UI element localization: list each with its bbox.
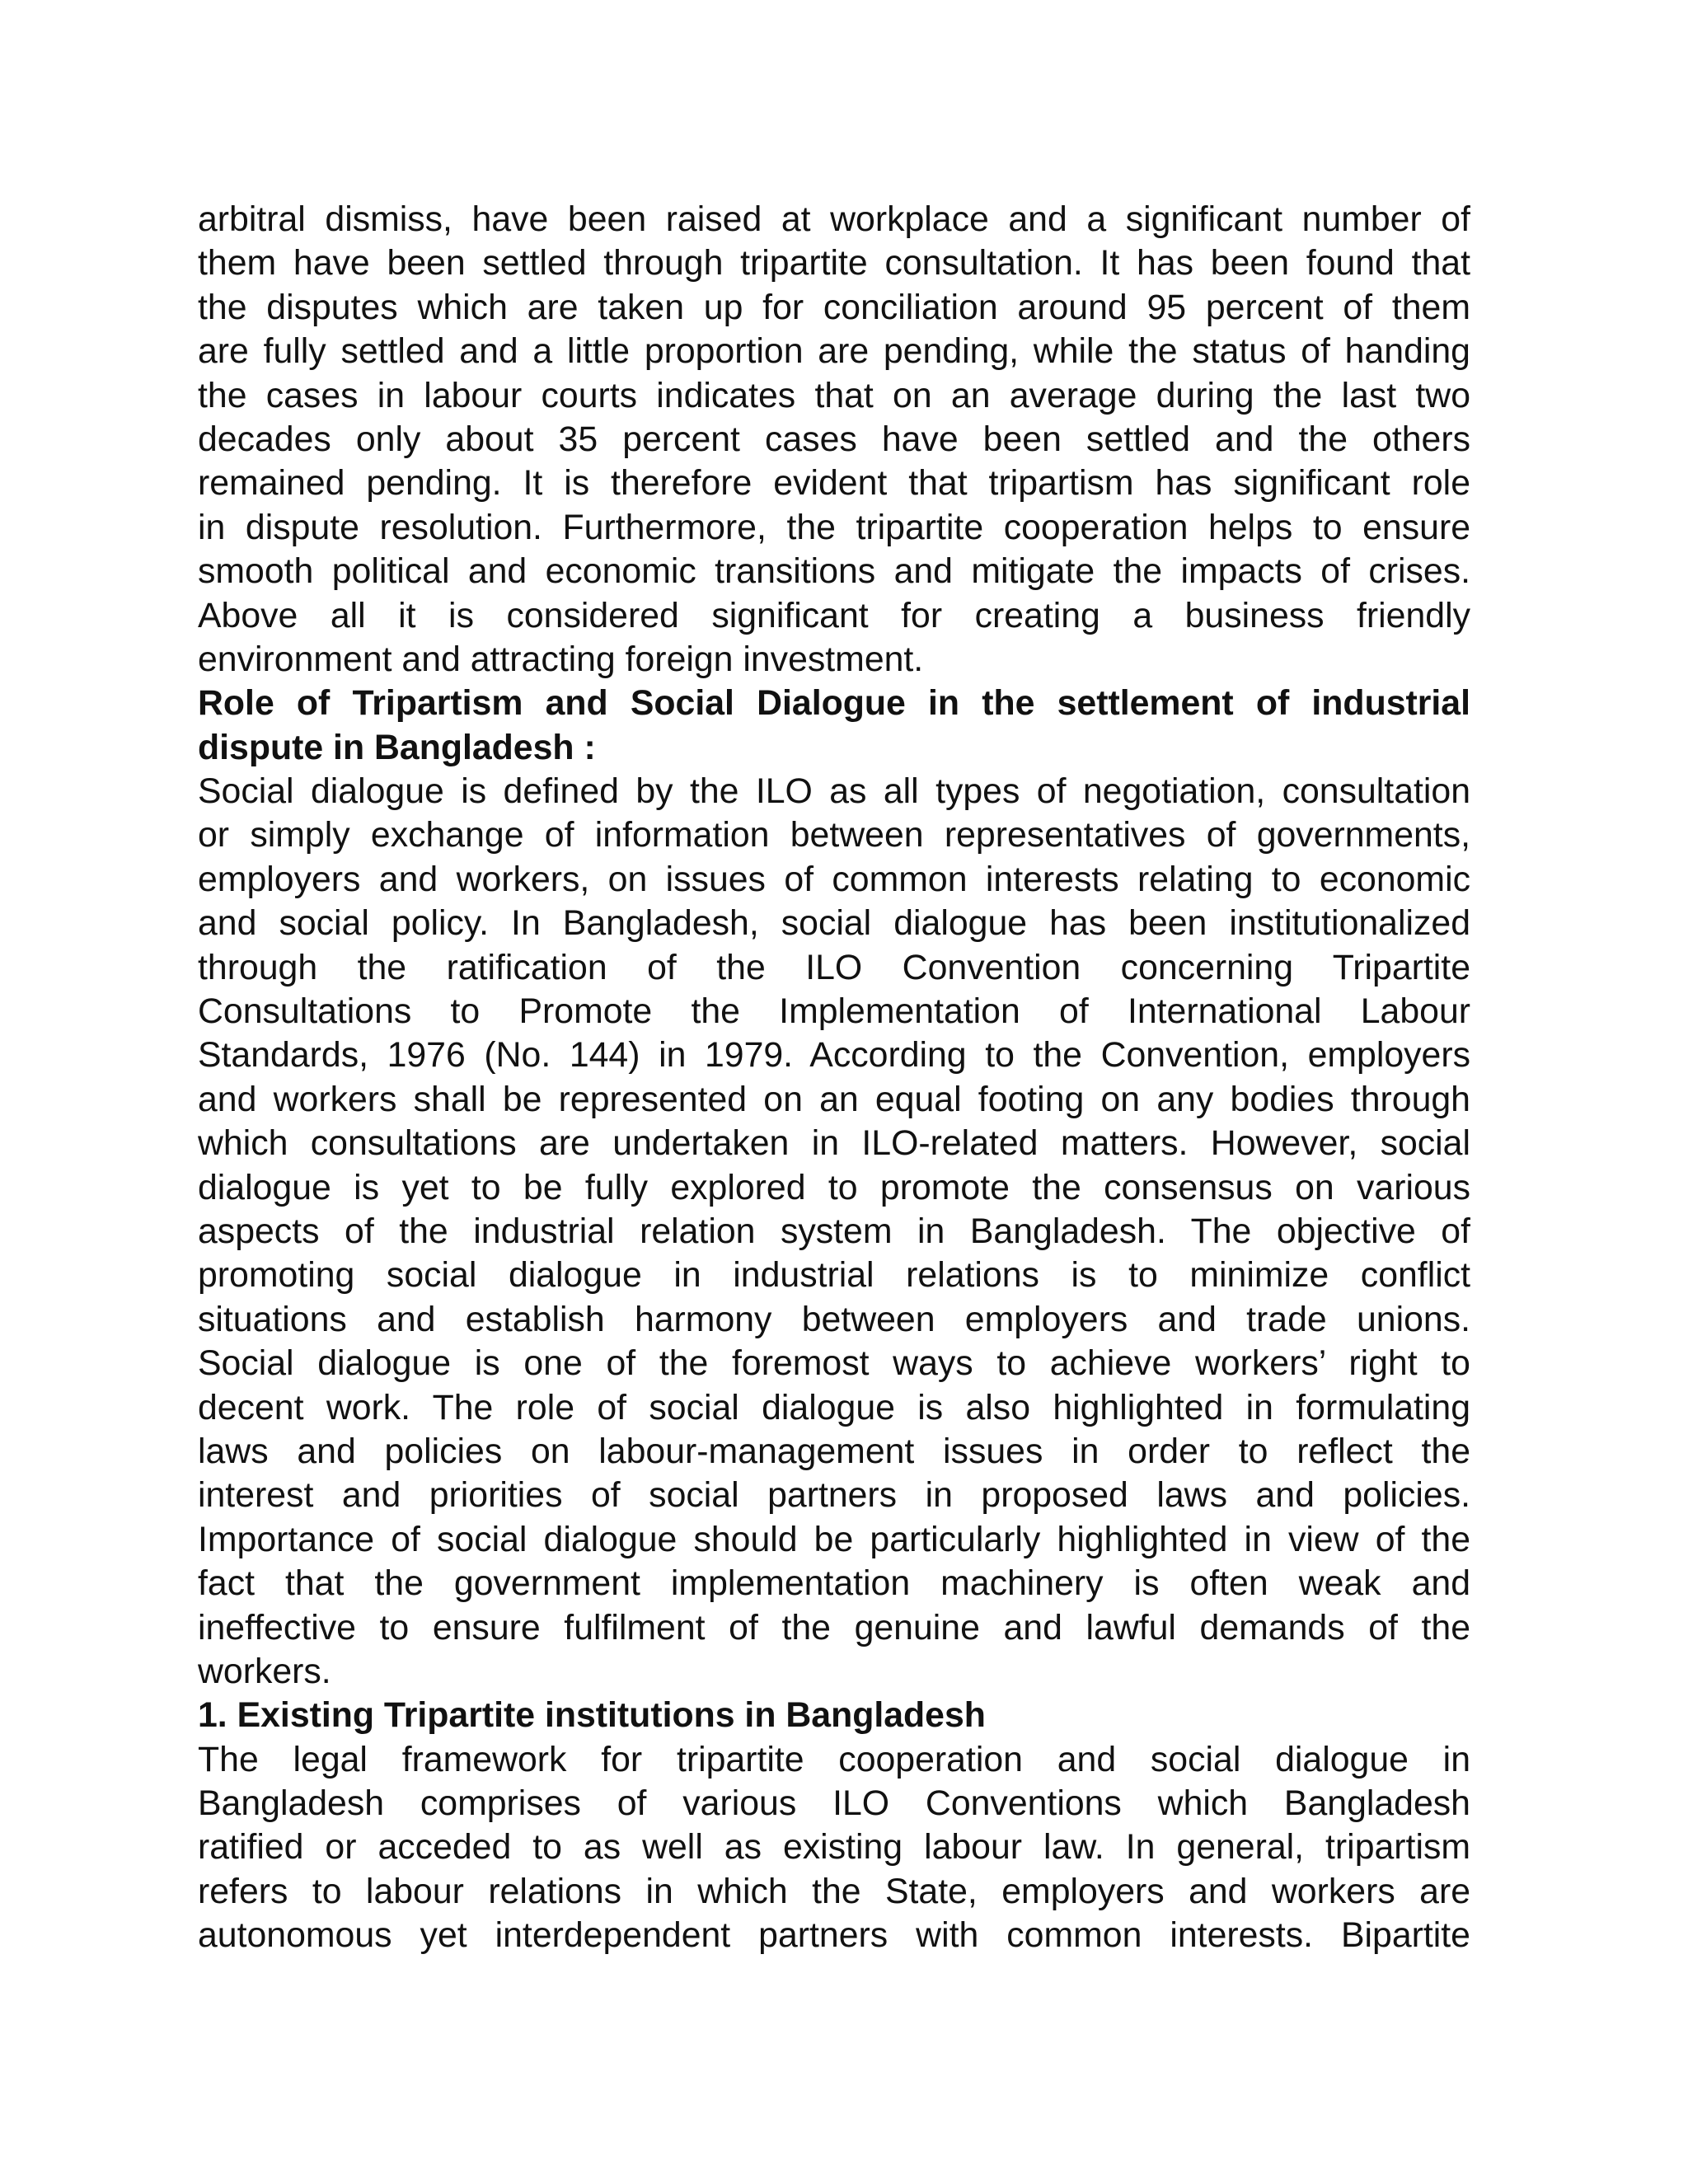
text-line: Importance of social dialogue should be particularly highlighted in view of the xyxy=(198,1519,1470,1559)
heading-line: Role of Tripartism and Social Dialogue in the settlement of industrial xyxy=(198,683,1470,724)
text-line: ineffective to ensure fulfilment of the genuine and lawful demands of the xyxy=(198,1607,1470,1647)
section-heading-role-of-tripartism xyxy=(198,682,1470,770)
text-line: Bangladesh comprises of various ILO Conventions which Bangladesh xyxy=(198,1783,1470,1824)
text-line: Social dialogue is one of the foremost ways to achieve workers’ right to xyxy=(198,1343,1470,1384)
paragraph-dispute-settlement xyxy=(198,198,1470,682)
text-line: the disputes which are taken up for conciliation around 95 percent of them xyxy=(198,287,1470,327)
text-line: or simply exchange of information between representatives of governments, xyxy=(198,815,1470,855)
text-line: them have been settled through tripartite consultation. It has been found that xyxy=(198,243,1470,284)
text-line: dialogue is yet to be fully explored to promote the consensus on various xyxy=(198,1167,1470,1207)
text-line: autonomous yet interdependent partners with common interests. Bipartite xyxy=(198,1915,1470,1956)
paragraph-legal-framework xyxy=(198,1738,1470,1958)
text-line: and social policy. In Bangladesh, social dialogue has been institutionalized xyxy=(198,903,1470,944)
text-line: the cases in labour courts indicates that on an average during the last two xyxy=(198,375,1470,415)
text-line: fact that the government implementation machinery is often weak and xyxy=(198,1563,1470,1604)
text-line: Above all it is considered significant for creating a business friendly xyxy=(198,595,1470,635)
text-line: promoting social dialogue in industrial relations is to minimize conflict xyxy=(198,1255,1470,1296)
text-line: laws and policies on labour-management issues in order to reflect the xyxy=(198,1431,1470,1471)
text-line: and workers shall be represented on an equal footing on any bodies through xyxy=(198,1079,1470,1119)
text-line: workers. xyxy=(198,1651,331,1691)
paragraph-social-dialogue xyxy=(198,770,1470,1694)
text-line: are fully settled and a little proportion are pending, while the status of handing xyxy=(198,331,1470,372)
text-line: aspects of the industrial relation system in Bangladesh. The objective of xyxy=(198,1211,1470,1251)
text-line: arbitral dismiss, have been raised at workplace and a significant number of xyxy=(198,199,1470,239)
text-line: in dispute resolution. Furthermore, the tripartite cooperation helps to ensure xyxy=(198,507,1470,547)
text-line: decent work. The role of social dialogue is also highlighted in formulating xyxy=(198,1387,1470,1427)
text-line: remained pending. It is therefore evident that tripartism has significant role xyxy=(198,463,1470,504)
text-line: situations and establish harmony between employers and trade unions. xyxy=(198,1299,1470,1339)
text-line: which consultations are undertaken in ILO-related matters. However, social xyxy=(198,1123,1470,1164)
heading-line: dispute in Bangladesh : xyxy=(198,727,596,767)
text-line: ratified or acceded to as well as existing labour law. In general, tripartism xyxy=(198,1827,1470,1868)
document-page xyxy=(198,198,1470,1958)
text-line: The legal framework for tripartite cooperation and social dialogue in xyxy=(198,1739,1470,1779)
text-line: decades only about 35 percent cases have been settled and the others xyxy=(198,419,1470,459)
text-line: environment and attracting foreign investment. xyxy=(198,639,924,679)
section-heading-existing-institutions: 1. Existing Tripartite institutions in Bangladesh xyxy=(198,1695,986,1736)
text-line: employers and workers, on issues of common interests relating to economic xyxy=(198,859,1470,899)
text-line: Standards, 1976 (No. 144) in 1979. According to the Convention, employers xyxy=(198,1035,1470,1076)
text-line: through the ratification of the ILO Convention concerning Tripartite xyxy=(198,947,1470,987)
text-line: interest and priorities of social partners in proposed laws and policies. xyxy=(198,1475,1470,1516)
text-line: smooth political and economic transitions and mitigate the impacts of crises. xyxy=(198,551,1470,592)
text-line: Social dialogue is defined by the ILO as all types of negotiation, consultation xyxy=(198,771,1470,812)
text-line: refers to labour relations in which the State, employers and workers are xyxy=(198,1871,1470,1911)
text-line: Consultations to Promote the Implementation of International Labour xyxy=(198,991,1470,1032)
